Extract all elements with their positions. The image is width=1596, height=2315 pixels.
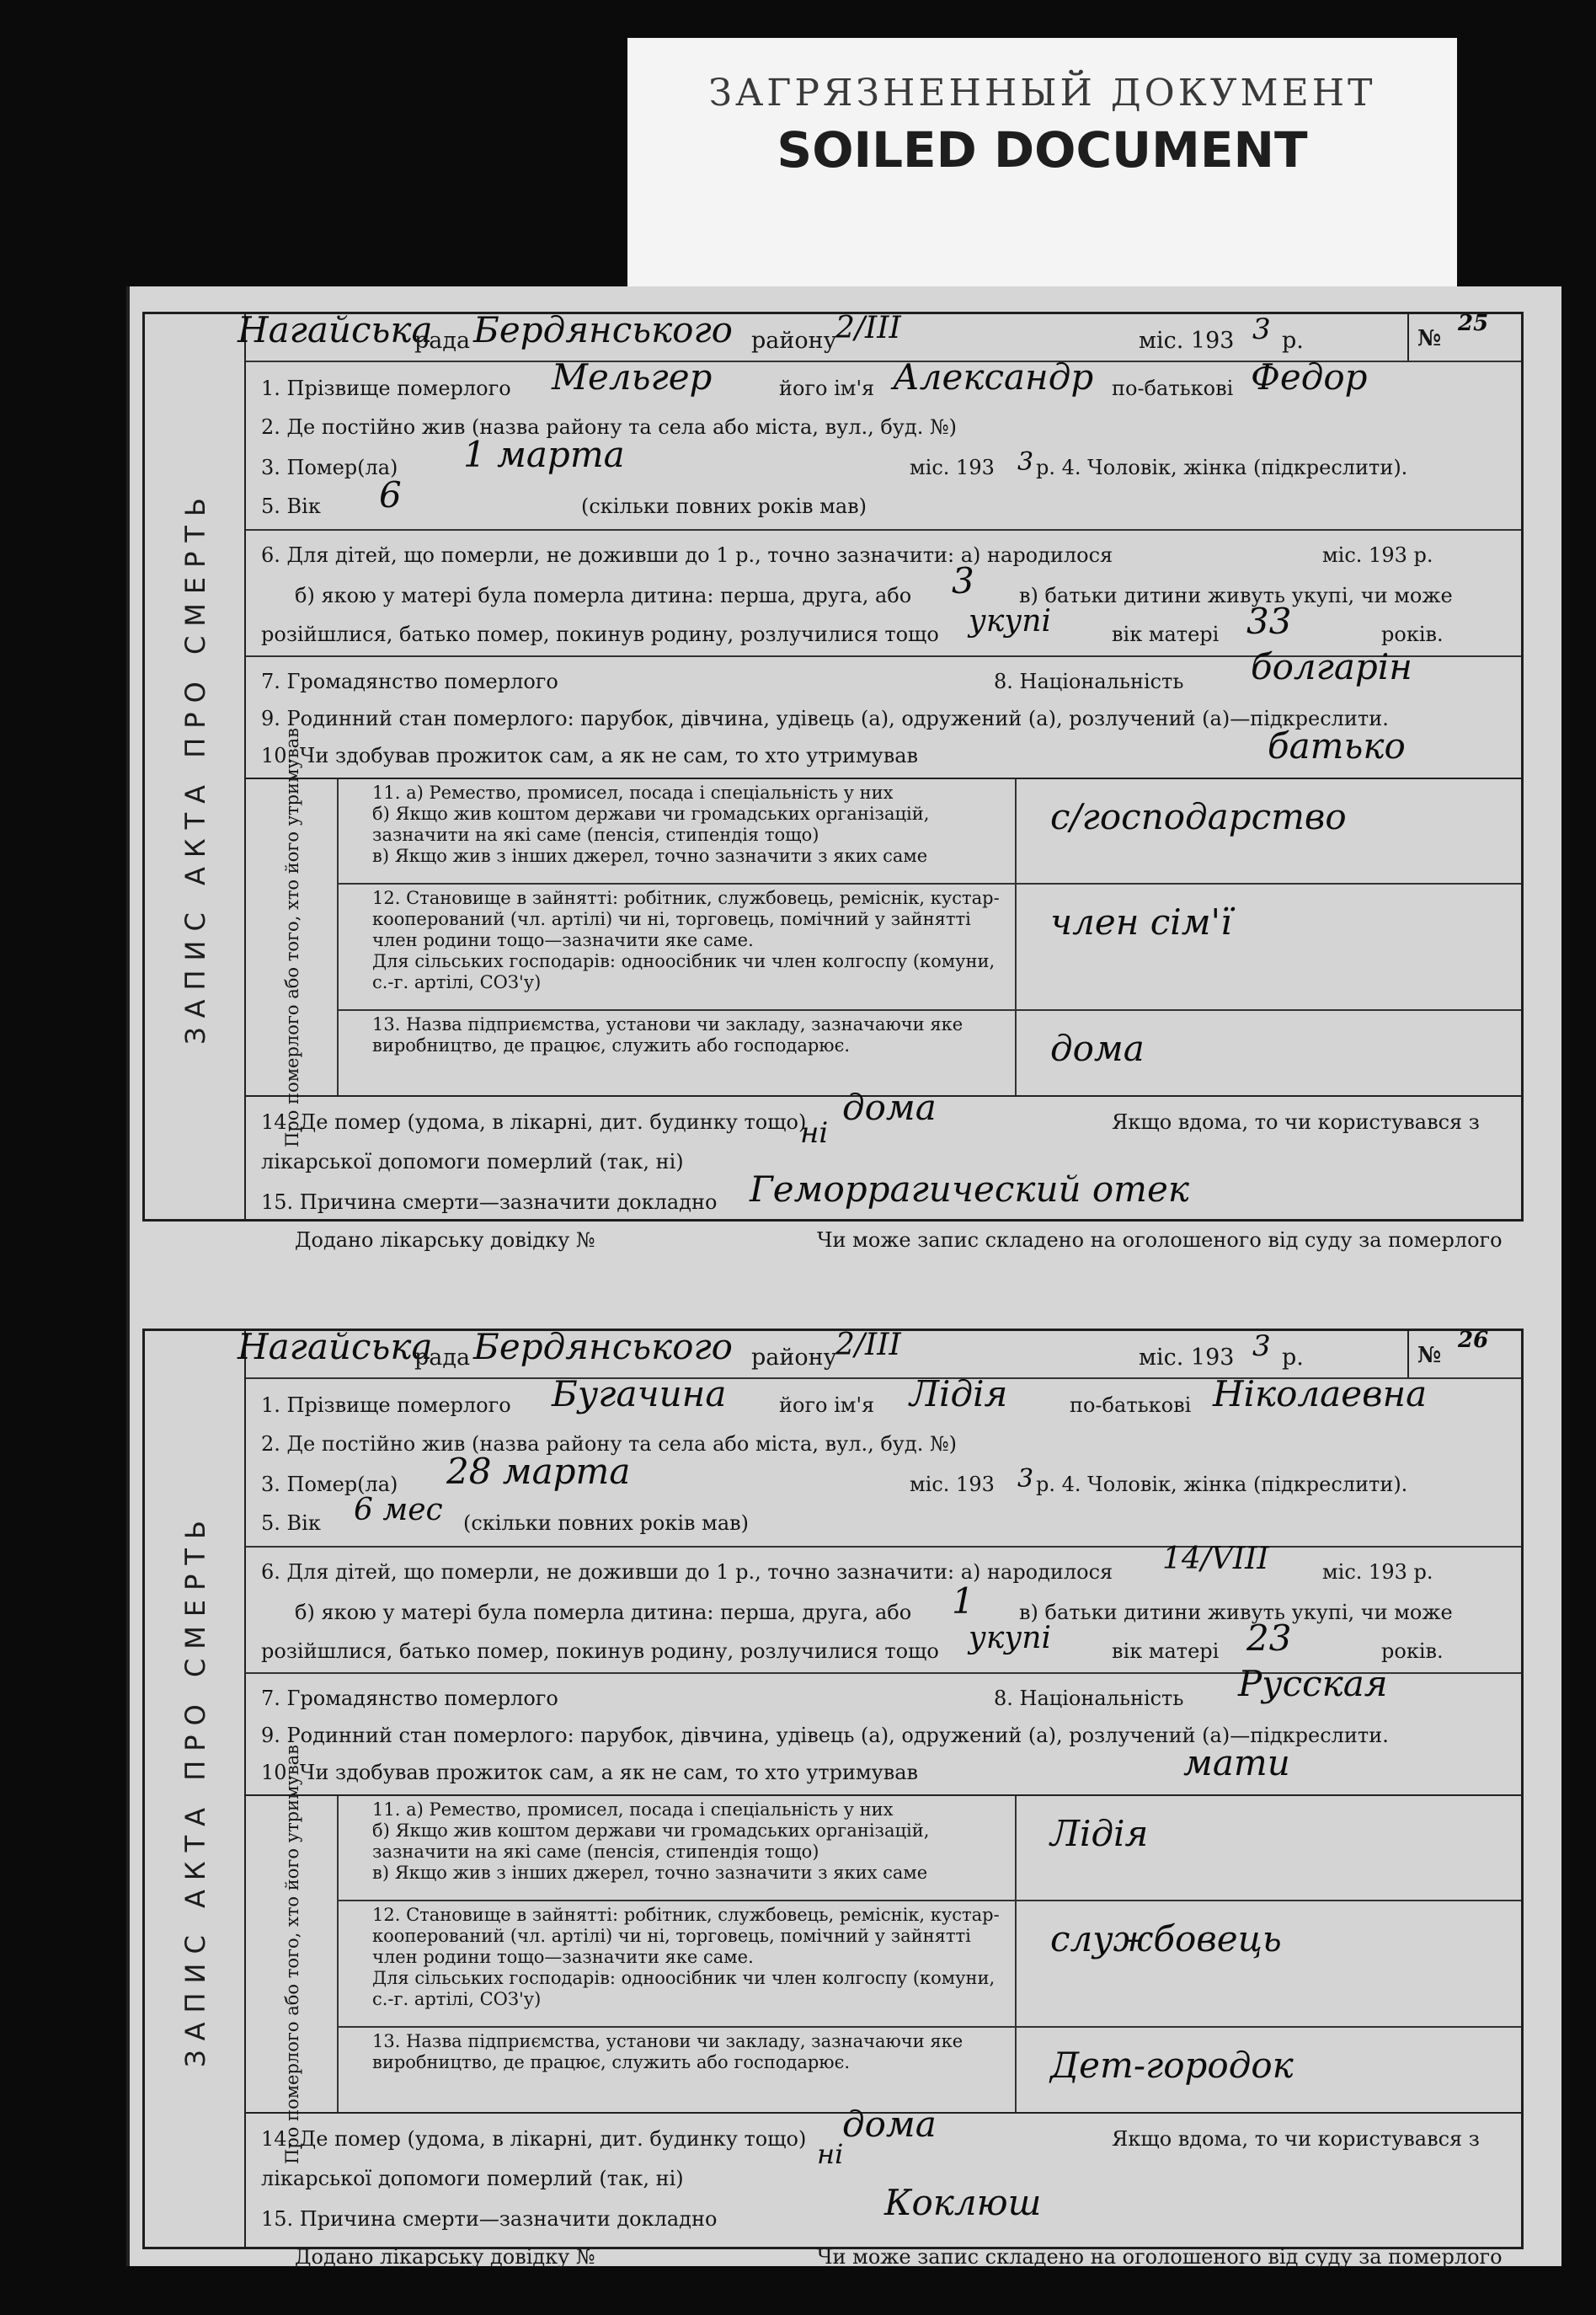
raion-handwritten: Бердянського	[473, 1326, 733, 1367]
raion-handwritten: Бердянського	[473, 309, 733, 350]
birth-date-handwritten: 14/VIII	[1162, 1542, 1269, 1576]
cause-of-death-handwritten: Коклюш	[884, 2182, 1042, 2223]
document-sheet	[126, 286, 1561, 2269]
age-handwritten: 6	[379, 474, 402, 516]
record-number-box	[1407, 311, 1521, 361]
month-label: міс. 193	[1139, 1345, 1235, 1371]
stamp-line-en: SOILED DOCUMENT	[777, 121, 1308, 179]
employment-handwritten: член сім'ї	[1050, 901, 1232, 943]
death-date-handwritten: 28 марта	[446, 1451, 631, 1492]
death-record-26: ЗАПИС АКТА ПРО СМЕРТЬ Нагайська рада Бердянського району 2/III міс. 193 3 р. № 26 1. Прізвище померлого Бугачина його ім'я Лідія по-батькові Ніколаевна 2. Де постійно жив (назва району та села або міста, вул., буд. №) 3. Помер(ла) 28 марта міс. 193 3 р. 4. Чоловік, жінка (підкреслити). 5. Вік 6 мес (скільки повних років мав) 6. Для дітей, що померли, не доживши до 1 р., точно зазначити: а) народилося 14/VIII міс. 193 р. б) якою у матері була померла дитина: перша, друга, або 1 в) батьки дитини живуть укупі, чи може розійшлися, батько помер, покинув родину, розлучилися тощо укупі вік матері 23 років. 7. Громадянство померлого 8. Національність Русская 9. Родинний стан померлого: парубок, дівчина, удівець (а), одружений (а), розлучений (а)—підкреслити. 10. Чи здобував прожиток сам, а як не сам, то хто утримував мати Про померлого або того, хто його утримував 11. а) Ремество, промисел, посада і спеціальність у них б) Якщо жив коштом держави чи громадських організацій, зазначити на які саме (пенсія, стипендія тощо) в) Якщо жив з інших джерел, точно зазначити з яких саме Лідія 12. Становище в зайнятті: робітник, службовець, реміснік, кустар-кооперований (чл. артілі) чи ні, торговець, помічний у зайнятті член родини тощо—зазначити яке саме. Для сільських господарів: одноосібник чи член колгоспу (комуни, с.-г. артілі, СОЗ'у) службовець 13. Назва підприємства, установи чи закладу, зазначаючи яке виробництво, де працює, служить або господарює. Дет-городок 14. Де помер (удома, в лікарні, дит. будинку тощо) дома Якщо вдома, то чи користувався з лікарської допомоги померлий (так, ні) ні 15. Причина смерти—зазначити докладно Коклюш Додано лікарську довідку № Чи може запис складено на оголошеного від суду за померлого	[142, 1329, 1524, 2249]
employment-handwritten: службовець	[1050, 1918, 1282, 1959]
surname-handwritten: Бугачина	[552, 1373, 727, 1414]
nationality-handwritten: Русская	[1238, 1663, 1388, 1704]
line-11-occupation: 11. а) Ремество, промисел, посада і спеціальність у них б) Якщо жив коштом держави чи громадських організацій, зазначити на які саме (пенсія, стипендія тощо) в) Якщо жив з інших джерел, точно зазначити з яких саме	[339, 779, 1017, 885]
year-handwritten: 3	[1252, 313, 1271, 346]
year-label: р.	[1282, 328, 1304, 354]
line-12-employment: 12. Становище в зайнятті: робітник, службовець, реміснік, кустар-кооперований (чл. артілі) чи ні, торговець, помічний у зайнятті член родини тощо—зазначити яке саме. Для сільських господарів: одноосібник чи член колгоспу (комуни, с.-г. артілі, СОЗ'у)	[339, 885, 1017, 1011]
patronymic-handwritten: Федор	[1251, 356, 1368, 398]
record-number-handwritten: 26	[1458, 1328, 1489, 1353]
occupation-vertical-label: Про померлого або того, хто його утримував	[246, 779, 339, 1095]
line-13-workplace: 13. Назва підприємства, установи чи закладу, зазначаючи яке виробництво, де працює, служить або господарює.	[339, 1011, 1017, 1095]
cause-of-death-handwritten: Геморрагический отек	[750, 1168, 1189, 1210]
place-of-death-handwritten: дома	[842, 1087, 937, 1128]
raion-label: району	[751, 328, 837, 354]
occupation-handwritten: с/господарство	[1050, 796, 1347, 837]
rada-handwritten: Нагайська	[238, 1326, 433, 1367]
line-12-employment: 12. Становище в зайнятті: робітник, службовець, реміснік, кустар-кооперований (чл. артілі) чи ні, торговець, помічний у зайнятті член родини тощо—зазначити яке саме. Для сільських господарів: одноосібник чи член колгоспу (комуни, с.-г. артілі, СОЗ'у)	[339, 1901, 1017, 2028]
rada-handwritten: Нагайська	[238, 309, 433, 350]
name-handwritten: Лідія	[910, 1373, 1008, 1414]
age-handwritten: 6 мес	[354, 1493, 443, 1527]
number-label: №	[1417, 326, 1442, 351]
side-title: ЗАПИС АКТА ПРО СМЕРТЬ	[145, 1331, 246, 2247]
record-number-handwritten: 25	[1458, 311, 1489, 336]
occupation-handwritten: Лідія	[1050, 1813, 1149, 1854]
raion-label: району	[751, 1345, 837, 1371]
nationality-handwritten: болгарін	[1251, 646, 1412, 687]
side-title: ЗАПИС АКТА ПРО СМЕРТЬ	[145, 314, 246, 1219]
record-header	[238, 309, 1521, 362]
line-13-workplace: 13. Назва підприємства, установи чи закладу, зазначаючи яке виробництво, де працює, служить або господарює.	[339, 2028, 1017, 2112]
record-number-box	[1407, 1328, 1521, 1377]
number-label: №	[1417, 1343, 1442, 1368]
stamp-line-ru: ЗАГРЯЗНЕННЫЙ ДОКУМЕНТ	[708, 72, 1376, 115]
death-date-handwritten: 1 марта	[463, 434, 625, 475]
rada-label: рада	[414, 328, 471, 354]
record-header	[238, 1326, 1521, 1379]
line-11-occupation: 11. а) Ремество, промисел, посада і спеціальність у них б) Якщо жив коштом держави чи громадських організацій, зазначити на які саме (пенсія, стипендія тощо) в) Якщо жив з інших джерел, точно зазначити з яких саме	[339, 1796, 1017, 1901]
death-record-25: ЗАПИС АКТА ПРО СМЕРТЬ Нагайська рада Бердянського району 2/III міс. 193 3 р. № 25 1. Прізвище померлого Мельгер його ім'я Александр по-батькові Федор 2. Де постійно жив (назва району та села або міста, вул., буд. №) 3. Помер(ла) 1 марта міс. 193 3 р. 4. Чоловік, жінка (підкреслити). 5. Вік 6 (скільки повних років мав) 6. Для дітей, що померли, не доживши до 1 р., точно зазначити: а) народилося міс. 193 р. б) якою у матері була померла дитина: перша, друга, або 3 в) батьки дитини живуть укупі, чи може розійшлися, батько помер, покинув родину, розлучилися тощо укупі вік матері 33 років. 7. Громадянство померлого 8. Національність болгарін 9. Родинний стан померлого: парубок, дівчина, удівець (а), одружений (а), розлучений (а)—підкреслити. 10. Чи здобував прожиток сам, а як не сам, то хто утримував батько Про померлого або того, хто його утримував 11. а) Ремество, промисел, посада і спеціальність у них б) Якщо жив коштом держави чи громадських організацій, зазначити на які саме (пенсія, стипендія тощо) в) Якщо жив з інших джерел, точно зазначити з яких саме с/господарство 12. Становище в зайнятті: робітник, службовець, реміснік, кустар-кооперований (чл. артілі) чи ні, торговець, помічний у зайнятті член родини тощо—зазначити яке саме. Для сільських господарів: одноосібник чи член колгоспу (комуни, с.-г. артілі, СОЗ'у) член сім'ї 13. Назва підприємства, установи чи закладу, зазначаючи яке виробництво, де працює, служить або господарює. дома 14. Де помер (удома, в лікарні, дит. будинку тощо) дома Якщо вдома, то чи користувався з лікарської допомоги померлий (так, ні) ні 15. Причина смерти—зазначити докладно Геморрагический отек Додано лікарську довідку № Чи може запис складено на оголошеного від суду за померлого	[142, 312, 1524, 1222]
soiled-document-stamp	[627, 38, 1457, 307]
place-of-death-handwritten: дома	[842, 2104, 937, 2145]
workplace-handwritten: Дет-городок	[1050, 2045, 1294, 2086]
supporter-handwritten: батько	[1268, 725, 1406, 767]
child-order-handwritten: 3	[952, 560, 974, 601]
year-label: р.	[1282, 1345, 1304, 1371]
child-order-handwritten: 1	[952, 1580, 974, 1622]
month-label: міс. 193	[1139, 328, 1235, 354]
occupation-vertical-label: Про померлого або того, хто його утримував	[246, 1796, 339, 2112]
date-handwritten: 2/III	[835, 1328, 901, 1362]
name-handwritten: Александр	[893, 356, 1094, 398]
date-handwritten: 2/III	[835, 311, 901, 345]
patronymic-handwritten: Ніколаевна	[1213, 1373, 1428, 1414]
surname-handwritten: Мельгер	[552, 356, 713, 398]
year-handwritten: 3	[1252, 1329, 1271, 1363]
supporter-handwritten: мати	[1183, 1742, 1290, 1783]
rada-label: рада	[414, 1345, 471, 1371]
workplace-handwritten: дома	[1050, 1028, 1145, 1069]
